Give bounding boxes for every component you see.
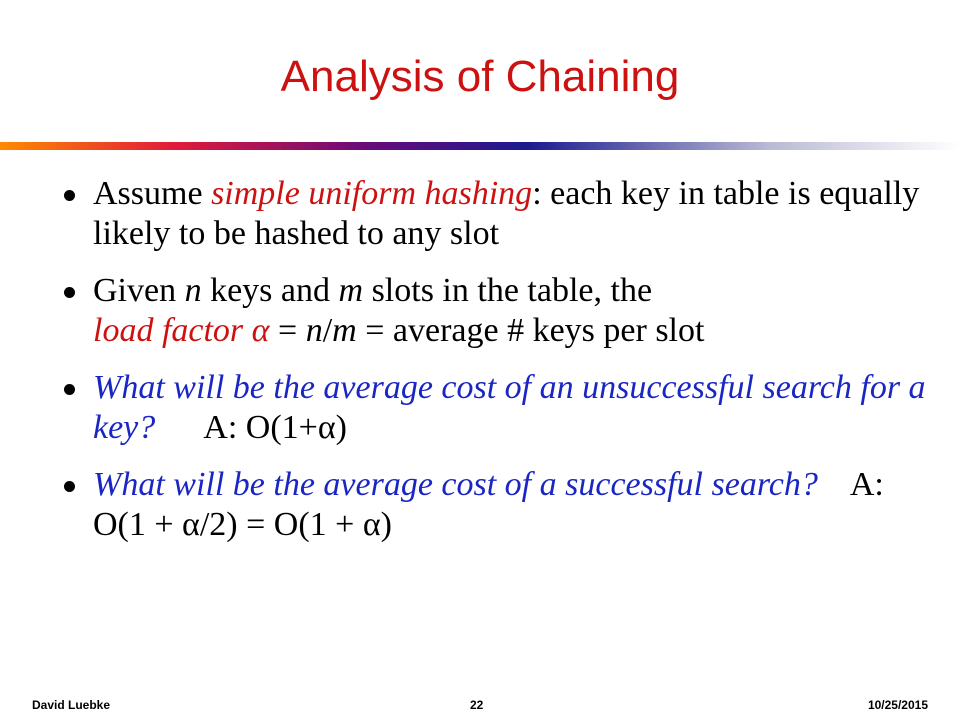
bullet-1-pre: Assume — [93, 175, 212, 212]
bullet-item — [64, 271, 944, 351]
footer-author: David Luebke — [32, 698, 111, 712]
bullet-1-post: : each key in table is equally likely to be hashed to any slot — [93, 175, 920, 252]
bullet-item — [64, 174, 944, 254]
bullet-3-question: What will be the average cost of an unsuccessful search for a key? — [93, 369, 926, 446]
footer-page-number: 22 — [470, 698, 484, 712]
bullet-2-n: n — [184, 272, 202, 309]
bullet-1-emphasis: simple uniform hashing — [211, 175, 533, 212]
bullet-4-answer: A: O(1 + α/2) = O(1 + α) — [93, 466, 884, 543]
bullet-dot-icon — [64, 190, 75, 201]
bullet-dot-icon — [64, 287, 75, 298]
bullet-2-mid1: keys and — [201, 272, 339, 309]
bullet-4-question: What will be the average cost of a successful search? — [93, 466, 818, 503]
bullet-2-m: m — [338, 272, 364, 309]
bullet-2-pre: Given — [93, 272, 185, 309]
bullet-item — [64, 368, 944, 448]
bullet-3-answer: A: O(1+α) — [203, 409, 347, 446]
bullet-2-eq: = — [269, 312, 306, 349]
bullet-dot-icon — [64, 384, 75, 395]
bullet-2-mid2: slots in the table, the — [363, 272, 653, 309]
bullet-2-alpha: α — [251, 312, 270, 349]
bullet-item — [64, 465, 944, 545]
bullet-2-ratio-m: m — [332, 312, 357, 349]
bullet-2-post: = average # keys per slot — [356, 312, 705, 349]
bullet-2-emphasis: load factor — [93, 312, 244, 349]
slide-title: Analysis of Chaining — [280, 52, 680, 101]
bullet-dot-icon — [64, 481, 75, 492]
bullet-2-slash: / — [322, 312, 333, 349]
footer-date: 10/25/2015 — [867, 698, 928, 712]
bullet-2-ratio-n: n — [305, 312, 323, 349]
bullet-list — [64, 174, 944, 562]
title-divider — [0, 142, 960, 150]
